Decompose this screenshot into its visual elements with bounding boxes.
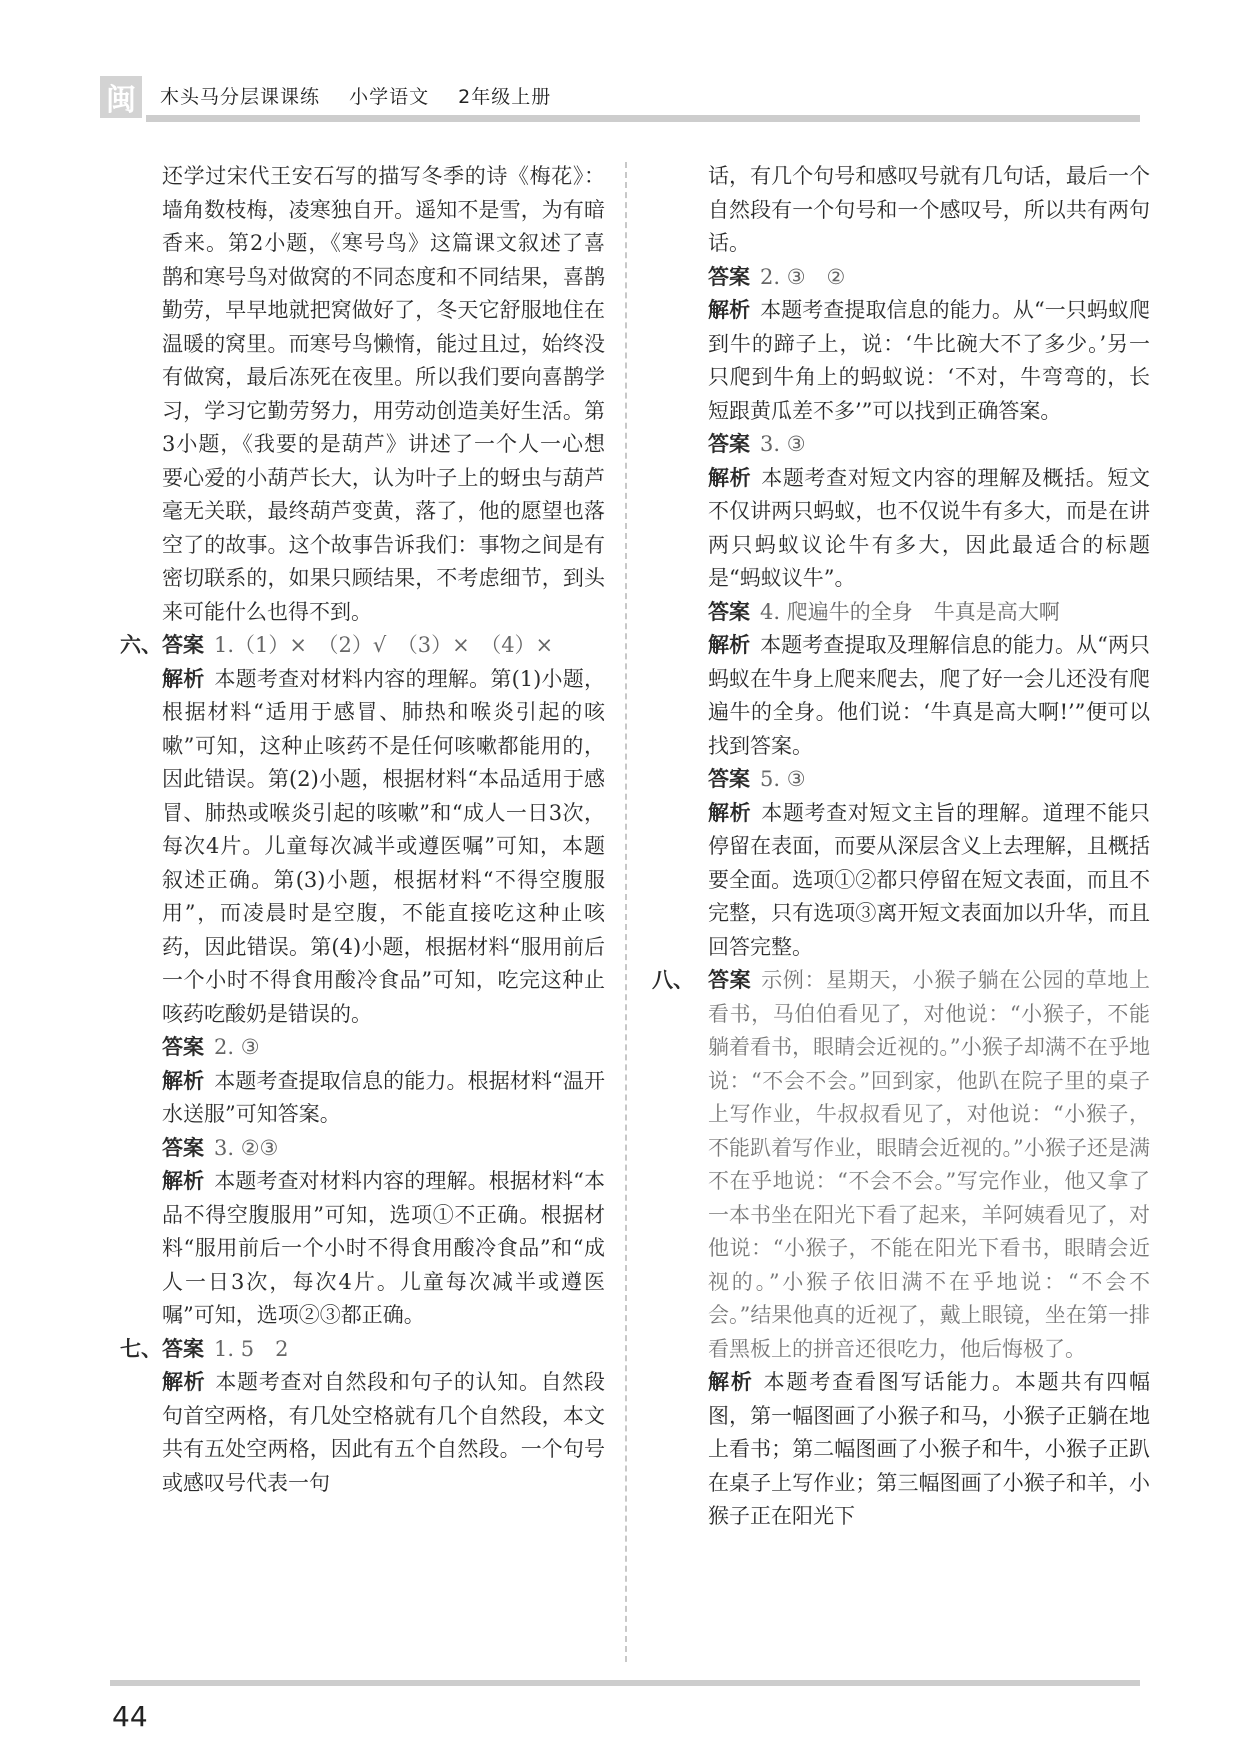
answer-label: 答案 bbox=[708, 264, 750, 289]
analysis-text: 本题考查提取信息的能力。从“一只蚂蚁爬到牛的蹄子上，说：‘牛比碗大不了多少。’另一只爬到牛角上的蚂蚁说：‘不对，牛弯弯的，长短跟黄瓜差不多’”可以找到正确答案。 bbox=[708, 298, 1151, 423]
header-rule bbox=[146, 115, 1140, 122]
continued-paragraph: 还学过宋代王安石写的描写冬季的诗《梅花》：墙角数枝梅，凌寒独自开。遥知不是雪，为有暗香来。第2小题，《寒号鸟》这篇课文叙述了喜鹊和寒号鸟对做窝的不同态度和不同结果，喜鹊勤劳，早早地就把窝做好了，冬天它舒服地住在温暖的窝里。而寒号鸟懒惰，能过且过，始终没有做窝，最后冻死在夜里。所以我们要向喜鹊学习，学习它勤劳努力，用劳动创造美好生活。第3小题，《我要的是葫芦》讲述了一个人一心想要心爱的小葫芦长大，认为叶子上的蚜虫与葫芦毫无关联，最终葫芦变黄，落了，他的愿望也落空了的故事。这个故事告诉我们：事物之间是有密切联系的，如果只顾结果，不考虑细节，到头来可能什么也得不到。 bbox=[162, 164, 605, 624]
analysis-text: 本题考查提取信息的能力。根据材料“温开水送服”可知答案。 bbox=[162, 1068, 606, 1126]
page-number: 44 bbox=[112, 1700, 148, 1733]
analysis-text: 本题考查提取及理解信息的能力。从“两只蚂蚁在牛身上爬来爬去，爬了好一会儿还没有爬遍牛的全身。他们说：‘牛真是高大啊!’”便可以找到答案。 bbox=[708, 633, 1151, 758]
analysis-text: 本题考查看图写话能力。本题共有四幅图，第一幅图画了小猴子和马，小猴子正躺在地上看书；第二幅图画了小猴子和牛，小猴子正趴在桌子上写作业；第三幅图画了小猴子和羊，小猴子正在阳光下 bbox=[708, 1370, 1151, 1528]
question-8 bbox=[652, 964, 1150, 1534]
answer-text: 2. ③ bbox=[214, 1035, 260, 1059]
analysis-label: 解析 bbox=[162, 666, 205, 691]
answer-label: 答案 bbox=[708, 968, 752, 992]
analysis-label: 解析 bbox=[708, 800, 752, 825]
answer-text: 1.（1）× （2）√ （3）× （4）× bbox=[214, 633, 554, 657]
column-divider bbox=[625, 162, 627, 1662]
analysis-text: 本题考查对短文内容的理解及概括。短文不仅讲两只蚂蚁，也不仅说牛有多大，而是在讲两只蚂蚁议论牛有多大，因此最适合的标题是“蚂蚁议牛”。 bbox=[708, 465, 1151, 590]
question-number: 六、 bbox=[120, 633, 162, 657]
header-title bbox=[160, 82, 573, 109]
analysis-text: 本题考查对材料内容的理解。根据材料“本品不得空腹服用”可知，选项①不正确。根据材料“服用前后一个小时不得食用酸冷食品”和“成人一日3次，每次4片。儿童每次减半或遵医嘱”可知，选项②③都正确。 bbox=[162, 1169, 606, 1327]
answer-label: 答案 bbox=[708, 432, 750, 456]
subject-name: 小学语文 bbox=[349, 86, 430, 108]
analysis-label: 解析 bbox=[708, 298, 751, 322]
analysis-label: 解析 bbox=[162, 1169, 205, 1193]
page-header bbox=[100, 76, 1140, 120]
question-number: 八、 bbox=[652, 968, 694, 992]
answer-text: 3. ③ bbox=[760, 432, 806, 456]
answer-label: 答案 bbox=[162, 1035, 204, 1059]
answer-text: 5. ③ bbox=[760, 767, 806, 791]
grade-name: 2年级上册 bbox=[458, 86, 552, 108]
series-name: 木头马分层课课练 bbox=[160, 86, 321, 108]
answer-label: 答案 bbox=[162, 633, 204, 657]
analysis-label: 解析 bbox=[162, 1370, 206, 1394]
province-logo: 闽 bbox=[100, 76, 142, 118]
right-column bbox=[652, 160, 1151, 1534]
question-7 bbox=[120, 1333, 605, 1501]
analysis-label: 解析 bbox=[708, 465, 752, 490]
answer-text: 示例：星期天，小猴子躺在公园的草地上看书，马伯伯看见了，对他说：“小猴子，不能躺着看书，眼睛会近视的。”小猴子却满不在乎地说：“不会不会。”回到家，他趴在院子里的桌子上写作业，牛叔叔看见了，对他说：“小猴子，不能趴着写作业，眼睛会近视的。”小猴子还是满不在乎地说：“不会不会。”写完作业，他又拿了一本书坐在阳光下看了起来，羊阿姨看见了，对他说：“小猴子，不能在阳光下看书，眼睛会近视的。”小猴子依旧满不在乎地说：“不会不会。”结果他真的近视了，戴上眼镜，坐在第一排看黑板上的拼音还很吃力，他后悔极了。 bbox=[708, 968, 1151, 1361]
answer-text: 1. 5 2 bbox=[214, 1336, 289, 1361]
analysis-label: 解析 bbox=[162, 1068, 205, 1093]
answer-label: 答案 bbox=[708, 767, 750, 791]
analysis-text: 本题考查对短文主旨的理解。道理不能只停留在表面，而要从深层含义上去理解，且概括要全面。选项①②都只停留在短文表面，而且不完整，只有选项③离开短文表面加以升华，而且回答完整。 bbox=[708, 800, 1151, 959]
answer-text: 2. ③ ② bbox=[760, 264, 846, 289]
left-column bbox=[120, 160, 605, 1500]
question-number: 七、 bbox=[120, 1336, 162, 1361]
analysis-label: 解析 bbox=[708, 633, 751, 657]
continued-paragraph: 话，有几个句号和感叹号就有几句话，最后一个自然段有一个句号和一个感叹号，所以共有两句话。 bbox=[708, 164, 1150, 255]
answer-label: 答案 bbox=[162, 1135, 204, 1160]
analysis-label: 解析 bbox=[708, 1370, 754, 1394]
analysis-text: 本题考查对材料内容的理解。第(1)小题，根据材料“适用于感冒、肺热和喉炎引起的咳嗽”可知，这种止咳药不是任何咳嗽都能用的，因此错误。第(2)小题，根据材料“本品适用于感冒、肺热或喉炎引起的咳嗽”和“成人一日3次，每次4片。儿童每次减半或遵医嘱”可知，本题叙述正确。第(3)小题，根据材料“不得空腹服用”，而凌晨时是空腹，不能直接吃这种止咳药，因此错误。第(4)小题，根据材料“服用前后一个小时不得食用酸冷食品”可知，吃完这种止咳药吃酸奶是错误的。 bbox=[162, 666, 606, 1026]
question-6 bbox=[120, 629, 605, 1333]
answer-text: 3. ②③ bbox=[214, 1135, 279, 1160]
answer-text: 4. 爬遍牛的全身 牛真是高大啊 bbox=[760, 599, 1060, 624]
answer-label: 答案 bbox=[162, 1336, 204, 1361]
analysis-text: 本题考查对自然段和句子的认知。自然段句首空两格，有几处空格就有几个自然段，本文共有五处空两格，因此有五个自然段。一个句号或感叹号代表一句 bbox=[162, 1370, 606, 1495]
footer-rule bbox=[110, 1680, 1140, 1686]
answer-label: 答案 bbox=[708, 599, 750, 624]
